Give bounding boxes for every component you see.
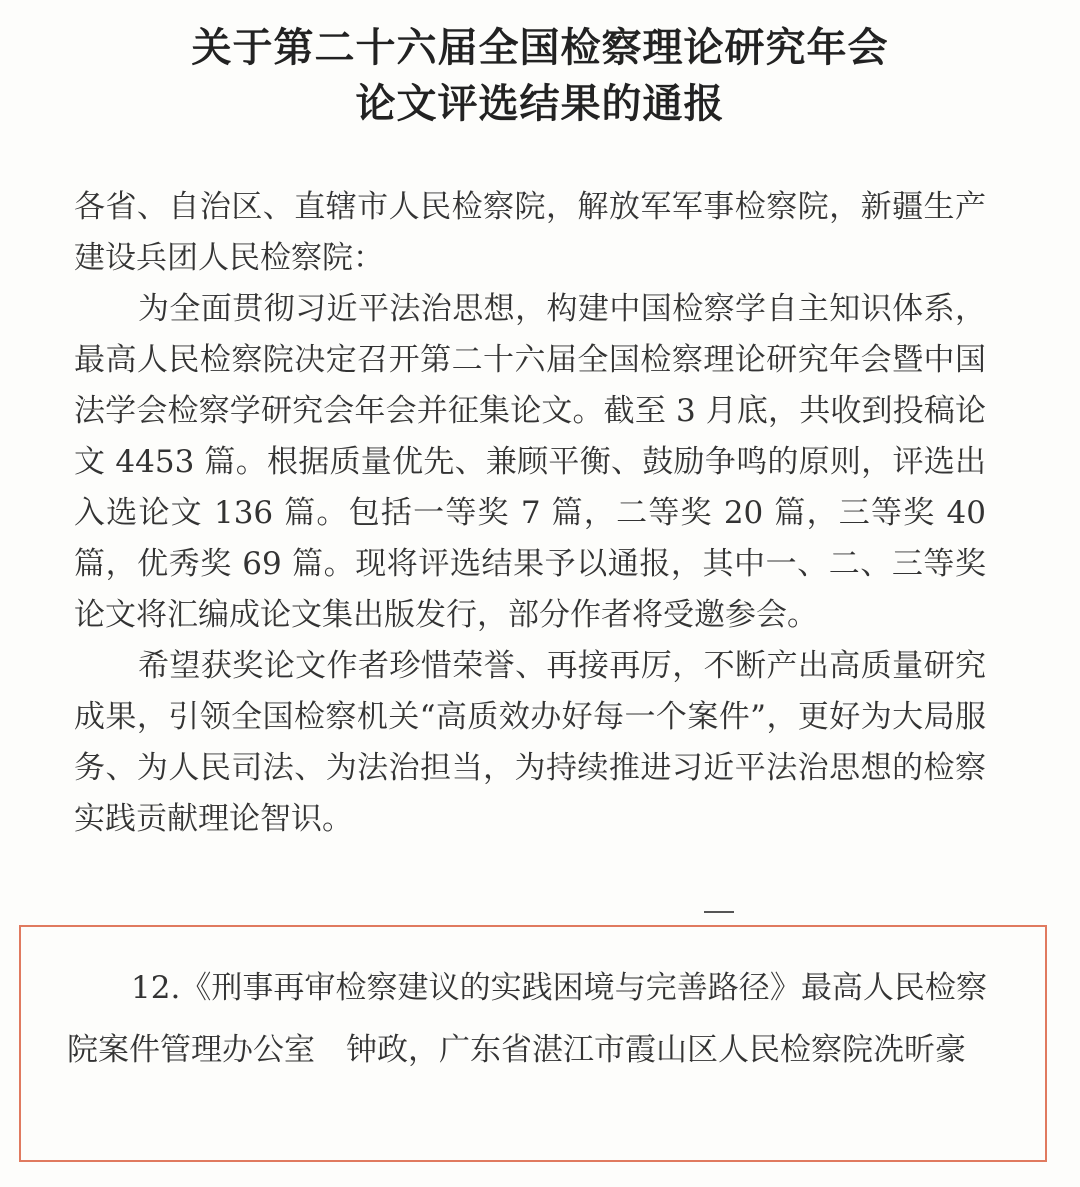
page-divider-mark [704, 911, 734, 913]
body-paragraph-1: 为全面贯彻习近平法治思想，构建中国检察学自主知识体系，最高人民检察院决定召开第二十六届全国检察理论研究年会暨中国法学会检察学研究会年会并征集论文。截至 3 月底，共收到投稿论文 4453 篇。根据质量优先、兼顾平衡、鼓励争鸣的原则，评选出入选论文 136 篇。包括一等奖 7 篇，二等奖 20 篇，三等奖 40 篇，优秀奖 69 篇。现将评选结果予以通报，其中一、二、三等奖论文将汇编成论文集出版发行，部分作者将受邀参会。 [74, 291, 986, 633]
award-entry-12: 12.《刑事再审检察建议的实践困境与完善路径》最高人民检察院案件管理办公室 钟政，广东省湛江市霞山区人民检察院冼昕豪 [67, 970, 987, 1068]
body-paragraph-2: 希望获奖论文作者珍惜荣誉、再接再厉，不断产出高质量研究成果，引领全国检察机关“高质效办好每一个案件”，更好为大局服务、为人民司法、为法治担当，为持续推进习近平法治思想的检察实践贡献理论智识。 [74, 648, 986, 837]
document-title-line2: 论文评选结果的通报 [355, 80, 725, 127]
addressee-paragraph: 各省、自治区、直辖市人民检察院，解放军军事检察院，新疆生产建设兵团人民检察院： [74, 189, 986, 276]
document-title-line1: 关于第二十六届全国检察理论研究年会 [191, 24, 889, 71]
highlighted-entry-box [19, 925, 1047, 1162]
